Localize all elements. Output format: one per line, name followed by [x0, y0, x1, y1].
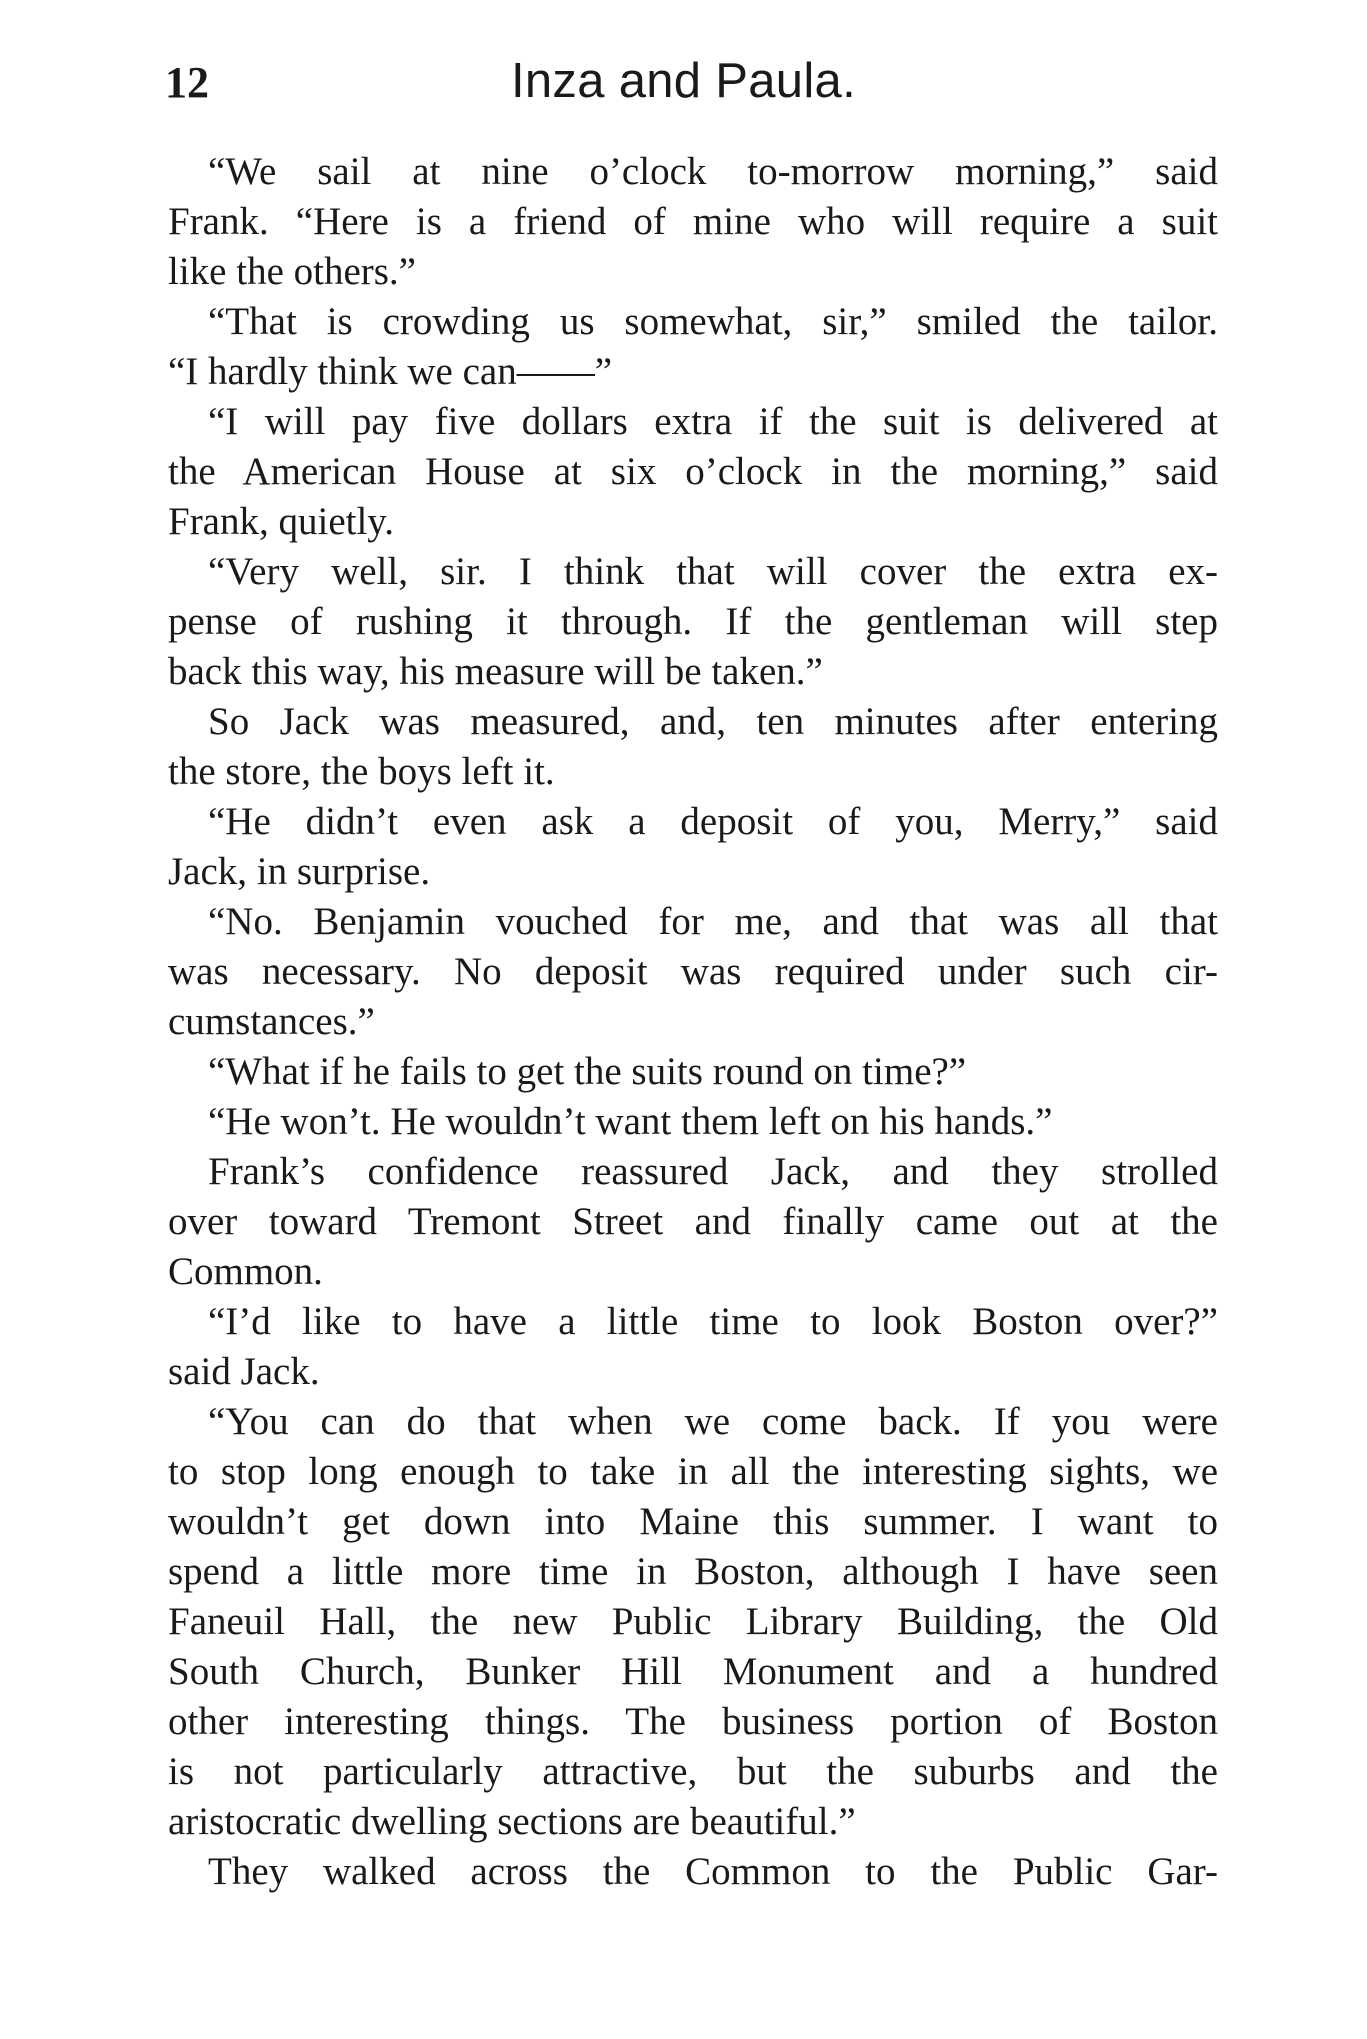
- paragraph: [168, 297, 1218, 397]
- text-line: South Church, Bunker Hill Monument and a hundred: [168, 1650, 1218, 1693]
- paragraph: [168, 1147, 1218, 1297]
- text-line: back this way, his measure will be taken.”: [168, 650, 823, 693]
- paragraph: [168, 897, 1218, 1047]
- text-line: “I hardly think we can——”: [168, 350, 613, 393]
- paragraph: [168, 397, 1218, 547]
- text-line: Frank, quietly.: [168, 500, 395, 543]
- text-line: Jack, in surprise.: [168, 850, 431, 893]
- text-line: “No. Benjamin vouched for me, and that was all that: [208, 900, 1218, 943]
- text-line: aristocratic dwelling sections are beautiful.”: [168, 1800, 856, 1843]
- text-line: “He didn’t even ask a deposit of you, Merry,” said: [208, 800, 1218, 843]
- text-line: “We sail at nine o’clock to-morrow morning,” said: [208, 150, 1218, 193]
- text-line: to stop long enough to take in all the interesting sights, we: [168, 1450, 1218, 1493]
- text-line: “That is crowding us somewhat, sir,” smiled the tailor.: [208, 300, 1218, 343]
- text-line: wouldn’t get down into Maine this summer. I want to: [168, 1500, 1218, 1543]
- running-title: Inza and Paula.: [510, 54, 857, 108]
- paragraph: [168, 1297, 1218, 1397]
- text-line: “Very well, sir. I think that will cover the extra ex-: [208, 550, 1218, 593]
- text-line: “He won’t. He wouldn’t want them left on his hands.”: [208, 1100, 1053, 1143]
- text-line: Faneuil Hall, the new Public Library Building, the Old: [168, 1600, 1218, 1643]
- text-line: the American House at six o’clock in the morning,” said: [168, 450, 1218, 493]
- paragraph: [168, 547, 1218, 697]
- text-line: spend a little more time in Boston, although I have seen: [168, 1550, 1218, 1593]
- text-line: like the others.”: [168, 250, 416, 293]
- paragraph: [168, 697, 1218, 797]
- paragraph: [168, 1097, 1218, 1147]
- text-line: They walked across the Common to the Public Gar-: [208, 1850, 1218, 1893]
- text-line: “You can do that when we come back. If you were: [208, 1400, 1218, 1443]
- text-line: Frank’s confidence reassured Jack, and they strolled: [208, 1150, 1218, 1193]
- text-line: cumstances.”: [168, 1000, 375, 1043]
- page-number: 12: [165, 58, 209, 107]
- text-line: Frank. “Here is a friend of mine who will require a suit: [168, 200, 1218, 243]
- text-line: said Jack.: [168, 1350, 320, 1393]
- paragraph: [168, 1397, 1218, 1847]
- paragraph: [168, 147, 1218, 297]
- text-line: was necessary. No deposit was required under such cir-: [168, 950, 1218, 993]
- text-line: “I will pay five dollars extra if the suit is delivered at: [208, 400, 1218, 443]
- text-line: pense of rushing it through. If the gentleman will step: [168, 600, 1218, 643]
- text-line: “I’d like to have a little time to look Boston over?”: [208, 1300, 1218, 1343]
- paragraph: [168, 1847, 1218, 1897]
- text-line: is not particularly attractive, but the suburbs and the: [168, 1750, 1218, 1793]
- text-line: So Jack was measured, and, ten minutes after entering: [208, 700, 1218, 743]
- text-line: “What if he fails to get the suits round on time?”: [208, 1050, 967, 1093]
- text-line: Common.: [168, 1250, 323, 1293]
- paragraph: [168, 1047, 1218, 1097]
- text-line: over toward Tremont Street and finally came out at the: [168, 1200, 1218, 1243]
- paragraph: [168, 797, 1218, 897]
- text-line: other interesting things. The business portion of Boston: [168, 1700, 1218, 1743]
- body-text: [168, 147, 1218, 1897]
- text-line: the store, the boys left it.: [168, 750, 555, 793]
